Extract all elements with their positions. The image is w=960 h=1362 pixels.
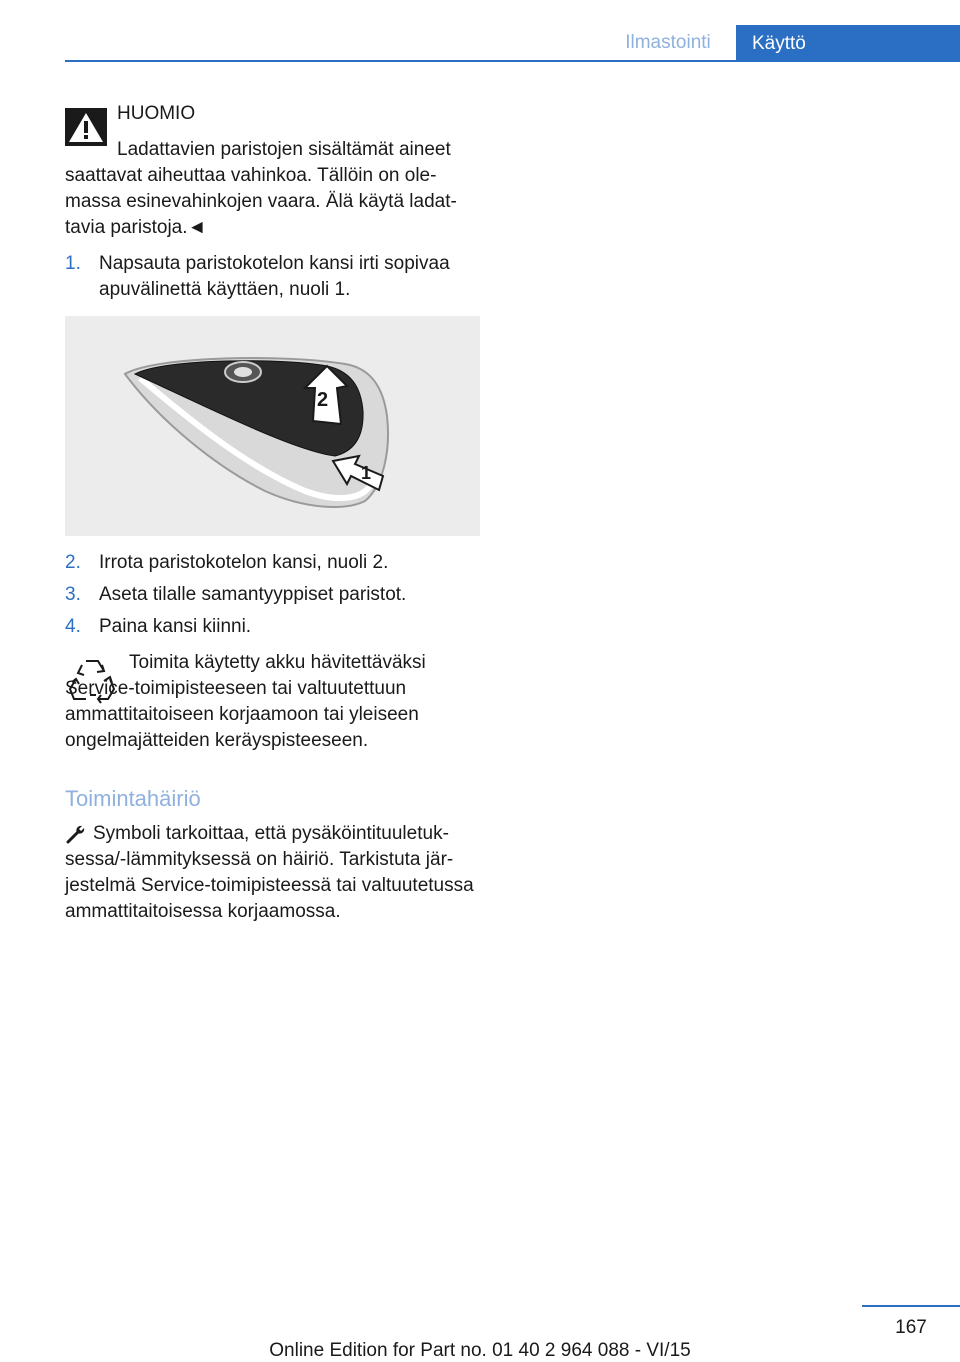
step-text: Paina kansi kiinni.: [99, 616, 252, 637]
header-chapter-tab: [736, 25, 960, 62]
key-battery-figure: [65, 316, 480, 536]
page-number: 167: [895, 1317, 927, 1338]
page-number-rule: [862, 1305, 960, 1307]
step-number: 3.: [65, 584, 81, 605]
header-section-tab: [600, 25, 736, 60]
warning-title: HUOMIO: [117, 103, 196, 124]
arrow-1-label: 1: [361, 463, 372, 483]
step-number: 2.: [65, 552, 81, 573]
arrow-2-label: 2: [317, 389, 329, 411]
step-text: Napsauta paristokotelon kansi irti sopivaa apuvälinettä käyttäen, nuoli 1.: [99, 253, 450, 300]
warning-body: Ladattavien paristojen sisältämät aineet saattavat aiheuttaa vahinkoa. Tällöin on olemassa esinevahinkojen vaara. Älä käytä ladattavia paristoja.◄: [65, 139, 457, 238]
step-number: 1.: [65, 253, 81, 274]
fault-description: Symboli tarkoittaa, että pysäköintituuletuksessa/-lämmityksessä on häiriö. Tarkistuta järjestelmä Service-toimipisteessä tai valtuutetussa ammattitaitoisessa korjaamossa.: [65, 823, 474, 922]
header-chapter-label: Käyttö: [752, 32, 806, 54]
section-title-fault: Toimintahäiriö: [65, 786, 201, 811]
step-number: 4.: [65, 616, 81, 637]
footer-edition: Online Edition for Part no. 01 40 2 964 088 - VI/15: [269, 1340, 691, 1361]
header-section-label: Ilmastointi: [625, 31, 711, 53]
step-text: Irrota paristokotelon kansi, nuoli 2.: [99, 552, 389, 573]
recycle-note: Toimita käytetty akku hävitettäväksi Service-toimipisteeseen tai valtuutettuun ammattitaitoiseen korjaamoon tai yleiseen ongelmajätteiden keräyspisteeseen.: [65, 652, 426, 751]
step-text: Aseta tilalle samantyyppiset paristot.: [99, 584, 407, 605]
header-rule: [65, 60, 960, 62]
key-fob-illustration: [65, 316, 480, 536]
